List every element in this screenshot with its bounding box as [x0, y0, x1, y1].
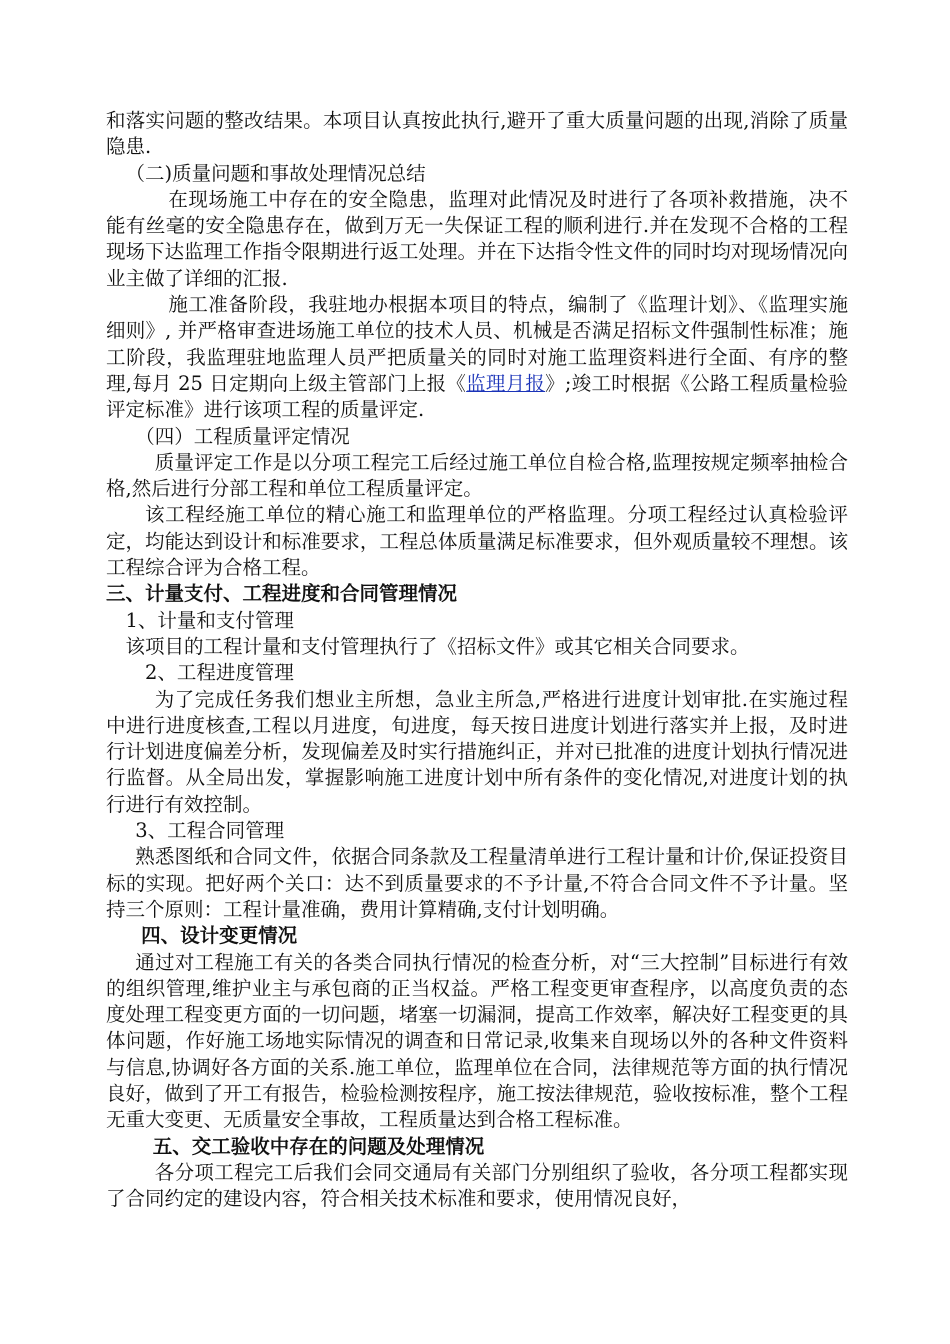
monthly-report-link[interactable]: 监理月报 — [466, 371, 546, 395]
paragraph-acceptance: 各分项工程完工后我们会同交通局有关部门分别组织了验收，各分项工程都实现了合同约定的建设内容，符合相关技术标准和要求，使用情况良好， — [106, 1160, 848, 1211]
subheading-contract: 3、工程合同管理 — [135, 819, 285, 843]
paragraph-safety-hazards: 在现场施工中存在的安全隐患，监理对此情况及时进行了各项补救措施，决不能有丝毫的安全隐患存在，做到万无一失保证工程的顺利进行.并在发现不合格的工程现场下达监理工作指令限期进行返工处理。并在下达指令性文件的同时均对现场情况向业主做了详细的汇报. — [106, 187, 848, 290]
heading-quality-evaluation: （四）工程质量评定情况 — [135, 424, 350, 448]
paragraph-preparation-stage — [106, 292, 848, 423]
subheading-measurement-payment: 1、计量和支付管理 — [125, 608, 294, 632]
paragraph-measurement-payment: 该项目的工程计量和支付管理执行了《招标文件》或其它相关合同要求。 — [125, 634, 750, 658]
heading-quality-accident: （二)质量问题和事故处理情况总结 — [125, 161, 426, 185]
section-heading-5: 五、交工验收中存在的问题及处理情况 — [152, 1134, 485, 1158]
subheading-progress: 2、工程进度管理 — [145, 661, 294, 685]
paragraph-contract: 熟悉图纸和合同文件，依据合同条款及工程量清单进行工程计量和计价,保证投资目标的实现。把好两个关口：达不到质量要求的不予计量,不符合合同文件不予计量。坚持三个原则：工程计量准确，费用计算精确,支付计划明确。 — [106, 845, 848, 921]
paragraph-design-change: 通过对工程施工有关的各类合同执行情况的检查分析，对“三大控制”目标进行有效的组织管理,维护业主与承包商的正当权益。严格工程变更审查程序，以高度负责的态度处理工程变更方面的一切问题，堵塞一切漏洞，提高工作效率，解决好工程变更的具体问题，作好施工场地实际情况的调查和日常记录,收集来自现场以外的各种文件资料与信息,协调好各方面的关系.施工单位，监理单位在合同，法律规范等方面的执行情况良好，做到了开工有报告，检验检测按程序，施工按法律规范，验收按标准，整个工程无重大变更、无质量安全事故，工程质量达到合格工程标准。 — [106, 950, 848, 1132]
paragraph-evaluation-work: 质量评定工作是以分项工程完工后经过施工单位自检合格,监理按规定频率抽检合格,然后进行分部工程和单位工程质量评定。 — [106, 450, 848, 501]
paragraph-progress: 为了完成任务我们想业主所想，急业主所急,严格进行进度计划审批.在实施过程中进行进度核查,工程以月进度，旬进度，每天按日进度计划进行落实并上报，及时进行计划进度偏差分析，发现偏差及时实行措施纠正，并对已批准的进度计划执行情况进行监督。从全局出发，掌握影响施工进度计划中所有条件的变化情况,对进度计划的执行进行有效控制。 — [106, 687, 848, 816]
paragraph-preparation-text: 施工准备阶段，我驻地办根据本项目的特点，编制了《监理计划》、《监理实施细则》, 并严格审查进场施工单位的技术人员、机械是否满足招标文件强制性标准；施工阶段，我监理驻地监理人员严把质量关的同时对施工监理资料进行全面、有序的整理,每月 25 日定期向上级主管部门上报《 — [106, 293, 848, 395]
paragraph-preparation-tail: 》;竣工时根据《公路工程质量检验评定标准》进行该项工程的质量评定. — [106, 371, 848, 422]
paragraph-evaluation-result: 该工程经施工单位的精心施工和监理单位的严格监理。分项工程经过认真检验评定，均能达到设计和标准要求，工程总体质量满足标准要求，但外观质量较不理想。该工程综合评为合格工程。 — [106, 503, 848, 580]
section-heading-4: 四、设计变更情况 — [141, 924, 298, 948]
document-page — [106, 108, 848, 1212]
section-heading-3: 三、计量支付、工程进度和合同管理情况 — [106, 582, 458, 606]
paragraph-rectification: 和落实问题的整改结果。本项目认真按此执行,避开了重大质量问题的出现,消除了质量隐患. — [106, 109, 848, 159]
